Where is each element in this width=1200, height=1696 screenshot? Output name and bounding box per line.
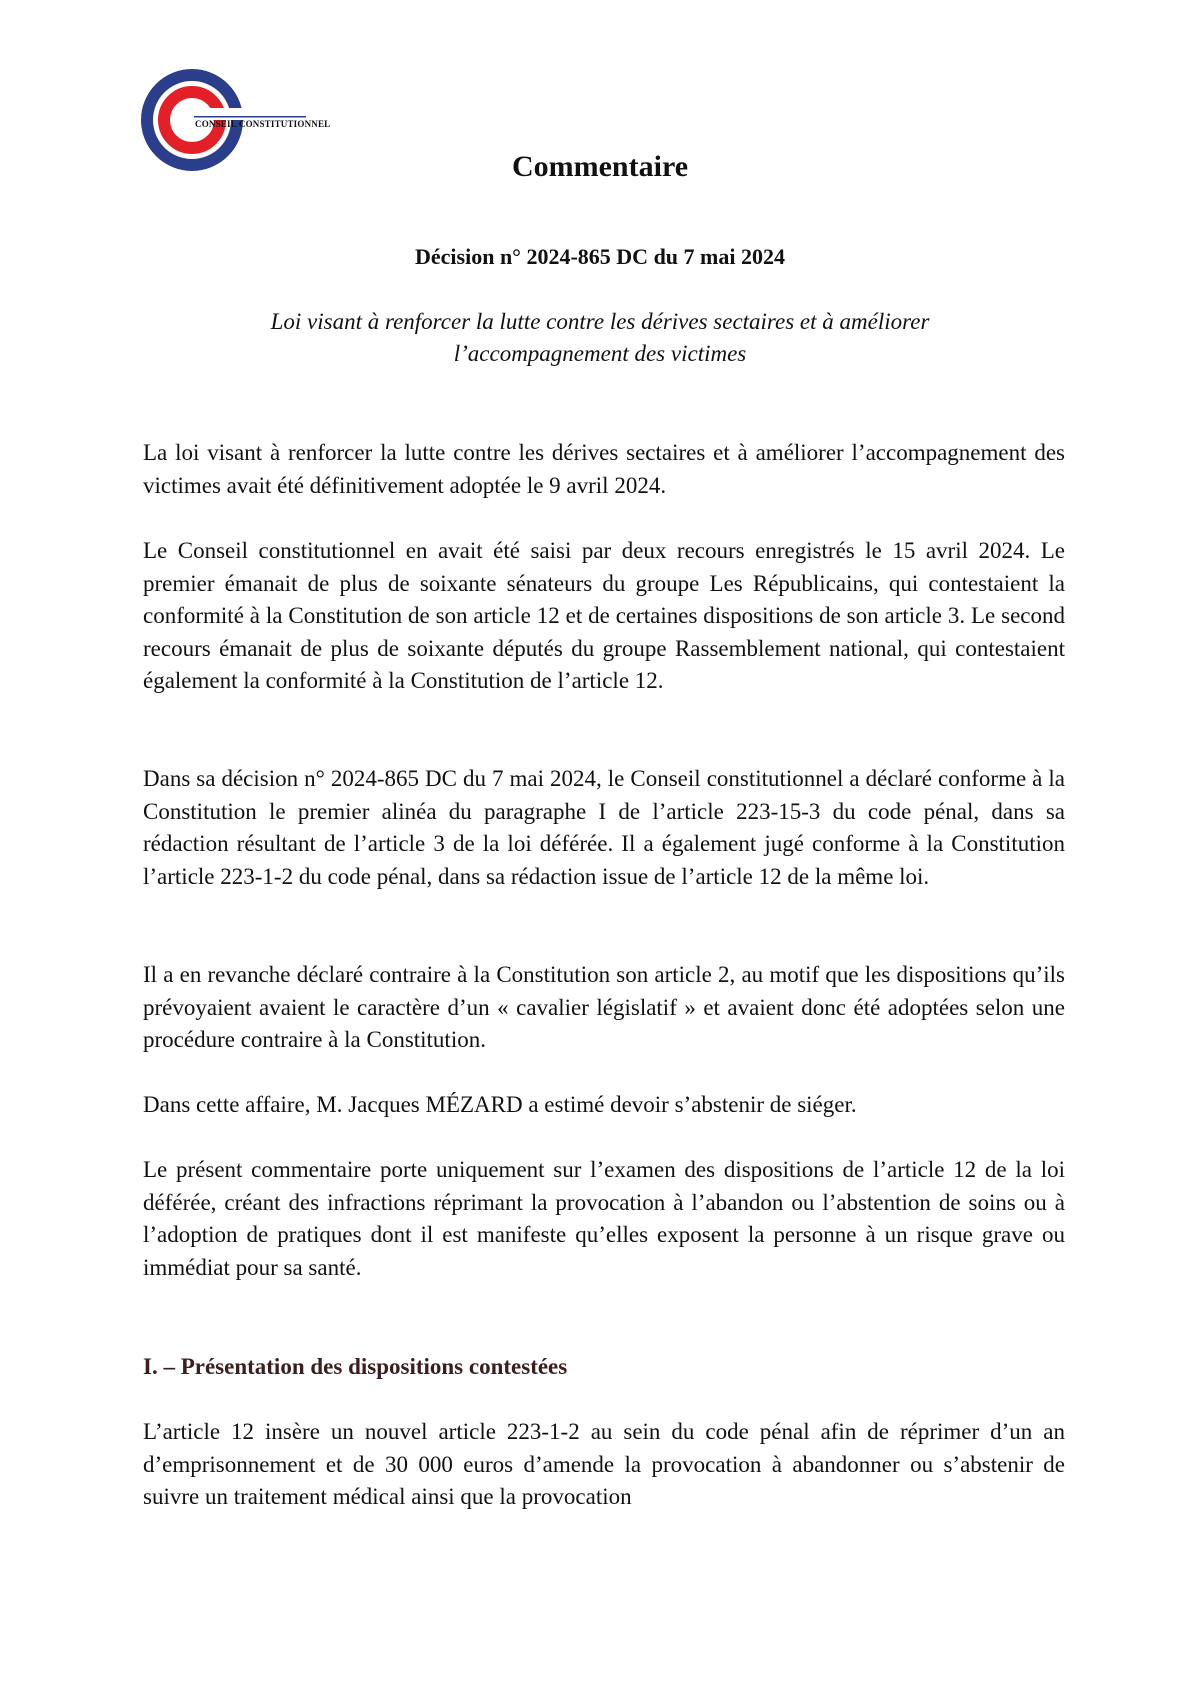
paragraph-article-12 bbox=[143, 1416, 1065, 1514]
decision-reference: Décision n° 2024-865 DC du 7 mai 2024 bbox=[415, 244, 785, 269]
paragraph-abstention bbox=[143, 1089, 1065, 1122]
law-title bbox=[160, 306, 1040, 370]
paragraph: Dans sa décision n° 2024-865 DC du 7 mai 2024, le Conseil constitutionnel a déclaré conforme à la Constitution le premier alinéa du paragraphe I de l’article 223-15-3 du code pénal, dans sa rédaction résultant de l’article 3 de la loi déférée. Il a également jugé conforme à la Constitution l’article 223-1-2 du code pénal, dans sa rédaction issue de l’article 12 de la même loi. bbox=[143, 766, 1065, 889]
paragraph-referrals bbox=[143, 535, 1065, 698]
paragraph-censure bbox=[143, 959, 1065, 1057]
paragraph: Le présent commentaire porte uniquement sur l’examen des dispositions de l’article 12 de la loi déférée, créant des infractions réprimant la provocation à l’abandon ou l’abstention de soins ou à l’adoption de pratiques dont il est manifeste qu’elles exposent la personne à un risque grave ou immédiat pour sa santé. bbox=[143, 1157, 1065, 1280]
law-title-line-2: l’accompagnement des victimes bbox=[453, 341, 747, 366]
paragraph-decision bbox=[143, 763, 1065, 893]
paragraph: Il a en revanche déclaré contraire à la Constitution son article 2, au motif que les dispositions qu’ils prévoyaient avaient le caractère d’un « cavalier législatif » et avaient donc été adoptées selon une procédure contraire à la Constitution. bbox=[143, 962, 1065, 1053]
logo-text: CONSEIL CONSTITUTIONNEL bbox=[195, 119, 331, 129]
page-title: Commentaire bbox=[511, 150, 689, 183]
section-heading: I. – Présentation des dispositions contestées bbox=[143, 1354, 568, 1379]
paragraph: L’article 12 insère un nouvel article 223-1-2 au sein du code pénal afin de réprimer d’un an d’emprisonnement et de 30 000 euros d’amende la provocation à abandonner ou s’abstenir de suivre un traitement médical ainsi que la provocation bbox=[143, 1419, 1065, 1510]
paragraph-scope bbox=[143, 1154, 1065, 1284]
paragraph: Le Conseil constitutionnel en avait été saisi par deux recours enregistrés le 15 avril 2024. Le premier émanait de plus de soixante sénateurs du groupe Les Républicains, qui contestaient la conformité à la Constitution de son article 12 et de certaines dispositions de son article 3. Le second recours émanait de plus de soixante députés du groupe Rassemblement national, qui contestaient également la conformité à la Constitution de l’article 12. bbox=[143, 538, 1065, 694]
law-title-line-1: Loi visant à renforcer la lutte contre les dérives sectaires et à améliorer bbox=[270, 309, 930, 334]
paragraph: La loi visant à renforcer la lutte contre les dérives sectaires et à améliorer l’accompagnement des victimes avait été définitivement adoptée le 9 avril 2024. bbox=[143, 440, 1065, 498]
paragraph-adoption bbox=[143, 437, 1065, 502]
paragraph: Dans cette affaire, M. Jacques MÉZARD a estimé devoir s’abstenir de siéger. bbox=[143, 1092, 857, 1117]
